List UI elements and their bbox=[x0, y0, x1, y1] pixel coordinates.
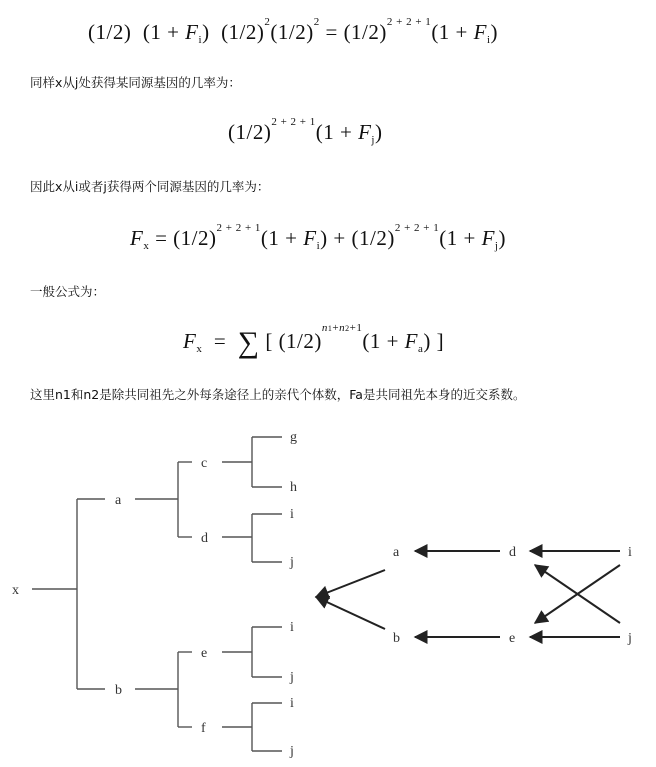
tree-node-e: e bbox=[201, 646, 208, 661]
eq3-t2-open: (1 + bbox=[439, 226, 482, 250]
paragraph-1: 同样x从j处获得某同源基因的几率为： bbox=[30, 75, 241, 90]
eq2-base: (1/2) bbox=[228, 120, 272, 144]
eq4-close: ) bbox=[423, 329, 431, 353]
eq3-lhs-sub: x bbox=[143, 240, 150, 252]
tree-leaf-j-1: j bbox=[290, 555, 294, 570]
eq1-term-half-sq1: (1/2) bbox=[221, 20, 265, 44]
eq2-close: ) bbox=[374, 120, 383, 144]
path-node-i: i bbox=[628, 545, 632, 560]
eq4-F: F bbox=[404, 329, 418, 353]
tree-leaf-i-3: i bbox=[290, 696, 294, 711]
sigma-symbol: ∑ bbox=[237, 326, 260, 359]
eq1-rhs-open: (1 + bbox=[431, 20, 474, 44]
eq1-rhs-sub: i bbox=[486, 34, 491, 46]
tree-node-f: f bbox=[201, 721, 206, 736]
eq1-equals: = bbox=[325, 20, 338, 44]
path-arrow-diagram bbox=[310, 525, 656, 665]
path-node-e: e bbox=[509, 631, 516, 646]
path-node-d: d bbox=[509, 545, 516, 560]
tree-leaf-g: g bbox=[290, 430, 297, 445]
eq2-sub: j bbox=[371, 134, 375, 146]
tree-leaf-j-3: j bbox=[290, 744, 294, 759]
path-node-j: j bbox=[628, 631, 632, 646]
eq4-exp-n2-sub: 2 bbox=[345, 324, 350, 333]
eq3-t1-sub: i bbox=[316, 240, 321, 252]
arrow-a-to-x bbox=[316, 570, 385, 597]
eq4-lhs-sub: x bbox=[196, 343, 203, 355]
eq3-t2-base: (1/2) bbox=[351, 226, 395, 250]
arrow-b-to-x bbox=[316, 597, 385, 629]
eq2-exp: 2 + 2 + 1 bbox=[271, 116, 316, 128]
eq3-t1-base: (1/2) bbox=[173, 226, 217, 250]
eq1-rhs-exp: 2 + 2 + 1 bbox=[386, 16, 432, 28]
eq1-open: (1 + bbox=[142, 20, 186, 44]
eq3-plus: + bbox=[333, 226, 346, 250]
tree-leaf-j-2: j bbox=[290, 670, 294, 685]
eq4-exp-n1: n bbox=[321, 322, 328, 334]
eq3-t1-close: ) bbox=[320, 226, 328, 250]
eq4-exp-tail: +1 bbox=[349, 322, 363, 334]
tree-node-x: x bbox=[12, 583, 19, 598]
eq3-t1-F: F bbox=[303, 226, 317, 250]
eq3-lhs-F: F bbox=[130, 226, 144, 250]
eq1-close: ) bbox=[202, 20, 210, 44]
tree-node-d: d bbox=[201, 531, 208, 546]
path-node-b: b bbox=[393, 631, 400, 646]
tree-node-a: a bbox=[115, 493, 122, 508]
equation-4 bbox=[183, 322, 445, 360]
eq3-t2-F: F bbox=[481, 226, 495, 250]
eq4-lbracket: [ bbox=[265, 329, 273, 353]
eq4-sub: a bbox=[418, 343, 424, 355]
eq1-rhs-close: ) bbox=[490, 20, 499, 44]
path-node-a: a bbox=[393, 545, 400, 560]
eq2-F: F bbox=[358, 120, 372, 144]
tree-leaf-i-2: i bbox=[290, 620, 294, 635]
pedigree-tree-diagram bbox=[0, 427, 330, 767]
eq3-t2-exp: 2 + 2 + 1 bbox=[394, 222, 440, 234]
paragraph-3: 一般公式为： bbox=[30, 284, 106, 299]
tree-node-b: b bbox=[115, 683, 122, 698]
equation-1 bbox=[88, 16, 499, 46]
eq3-t2-sub: j bbox=[494, 240, 499, 252]
tree-leaf-h: h bbox=[290, 480, 297, 495]
eq3-t2-close: ) bbox=[498, 226, 506, 250]
eq1-term-half-sq2: (1/2) bbox=[270, 20, 314, 44]
paragraph-4: 这里n1和n2是除共同祖先之外每条途径上的亲代个体数，Fa是共同祖先本身的近交系数。 bbox=[30, 387, 526, 402]
eq4-open: (1 + bbox=[362, 329, 405, 353]
eq1-exp2: 2 bbox=[313, 16, 320, 28]
eq1-rhs-base: (1/2) bbox=[343, 20, 387, 44]
eq1-rhs-F: F bbox=[473, 20, 487, 44]
eq1-term-half: (1/2) bbox=[88, 20, 132, 44]
eq1-F-sub: i bbox=[198, 34, 203, 46]
eq3-t1-exp: 2 + 2 + 1 bbox=[216, 222, 261, 234]
eq3-t1-open: (1 + bbox=[260, 226, 304, 250]
eq4-exp bbox=[322, 322, 362, 334]
eq4-lhs-F: F bbox=[183, 329, 197, 353]
equation-3 bbox=[130, 222, 506, 252]
eq4-exp-plus: + bbox=[332, 322, 340, 334]
eq4-exp-n2: n bbox=[339, 322, 346, 334]
eq4-rbracket: ] bbox=[436, 329, 445, 353]
eq1-exp1: 2 bbox=[264, 16, 271, 28]
eq1-F: F bbox=[185, 20, 199, 44]
eq4-base: (1/2) bbox=[278, 329, 322, 353]
paragraph-2: 因此x从i或者j获得两个同源基因的几率为： bbox=[30, 179, 270, 194]
eq3-equals: = bbox=[155, 226, 168, 250]
tree-leaf-i-1: i bbox=[290, 507, 294, 522]
equation-2 bbox=[228, 116, 383, 146]
eq4-equals: = bbox=[213, 329, 227, 353]
eq4-exp-n1-sub: 1 bbox=[327, 324, 333, 333]
eq2-open: (1 + bbox=[315, 120, 359, 144]
tree-node-c: c bbox=[201, 456, 208, 471]
